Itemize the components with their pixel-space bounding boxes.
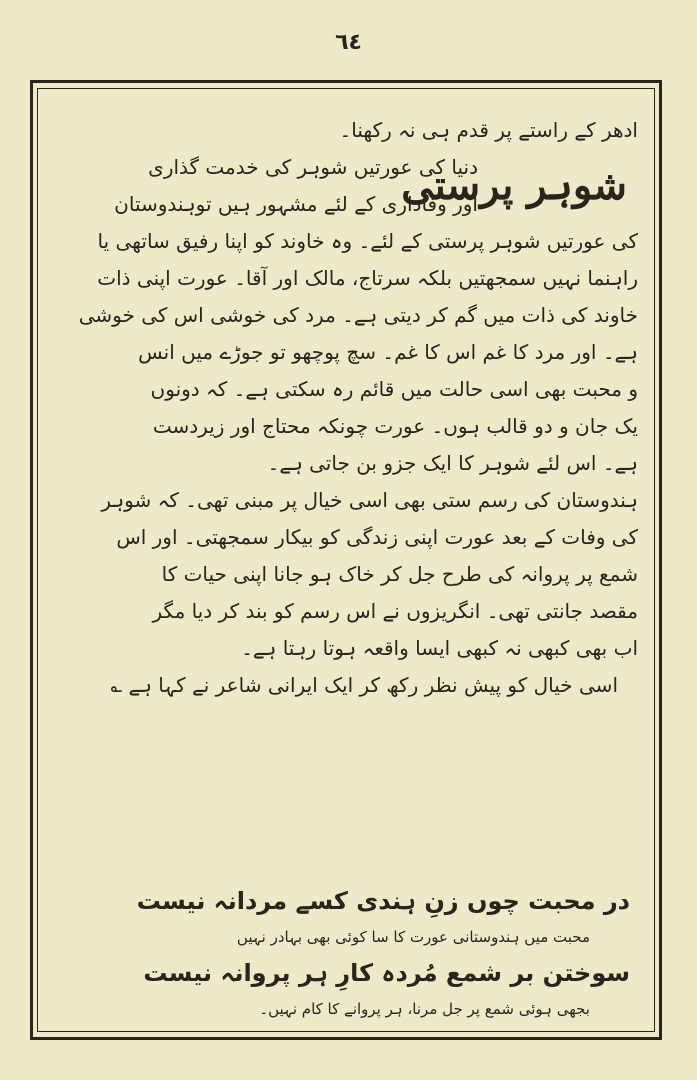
text-line: یک جان و دو قالب ہوں۔ عورت چونکہ محتاج اور زیردست — [152, 414, 638, 438]
text-line: دنیا کی عورتیں شوہر کی خدمت گذاری — [148, 155, 478, 179]
text-line: راہنما نہیں سمجھتیں بلکہ سرتاج، مالک اور آقا۔ عورت اپنی ذات — [97, 266, 638, 290]
text-line: اور وفاداری کے لئے مشہور ہیں توہندوستان — [114, 192, 478, 216]
text-line: شمع پر پروانہ کی طرح جل کر خاک ہو جانا اپنی حیات کا — [161, 562, 638, 586]
text-line: و محبت بھی اسی حالت میں قائم رہ سکتی ہے۔ کہ دونوں — [150, 377, 638, 401]
text-line: کی عورتیں شوہر پرستی کے لئے۔ وہ خاوند کو اپنا رفیق ساتھی یا — [97, 229, 638, 253]
body-text — [58, 112, 638, 704]
poem-verse: در محبت چوں زنِ ہندی کسے مردانہ نیست — [136, 887, 630, 915]
text-line: ادھر کے راستے پر قدم ہی نہ رکھنا۔ — [339, 118, 638, 142]
text-line: خاوند کی ذات میں گم کر دیتی ہے۔ مرد کی خوشی اس کی خوشی — [78, 303, 638, 327]
text-line: اسی خیال کو پیش نظر رکھ کر ایک ایرانی شاعر نے کہا ہے ؎ — [110, 673, 618, 697]
poem-verse: سوختن بر شمع مُردہ کارِ ہر پروانہ نیست — [143, 959, 630, 987]
section-heading: شوہر پرستی — [401, 162, 627, 209]
poem-gloss: محبت میں ہندوستانی عورت کا سا کوئی بھی بہادر نہیں — [236, 928, 590, 946]
poem — [70, 880, 630, 1024]
text-line: ہے۔ اس لئے شوہر کا ایک جزو بن جاتی ہے۔ — [267, 451, 638, 475]
text-line: مقصد جانتی تھی۔ انگریزوں نے اس رسم کو بند کر دیا مگر — [152, 599, 638, 623]
text-line: کی وفات کے بعد عورت اپنی زندگی کو بیکار سمجھتی۔ اور اس — [116, 525, 638, 549]
poem-gloss: بجھی ہوئی شمع پر جل مرنا، ہر پروانے کا کام نہیں۔ — [259, 1000, 590, 1018]
text-line: ہندوستان کی رسم ستی بھی اسی خیال پر مبنی تھی۔ کہ شوہر — [101, 488, 638, 512]
page-number: ٦٤ — [335, 30, 362, 55]
text-line: ہے۔ اور مرد کا غم اس کا غم۔ سچ پوچھو تو جوڑے میں انس — [138, 340, 638, 364]
text-line: اب بھی کبھی نہ کبھی ایسا واقعہ ہوتا رہتا ہے۔ — [241, 636, 638, 660]
